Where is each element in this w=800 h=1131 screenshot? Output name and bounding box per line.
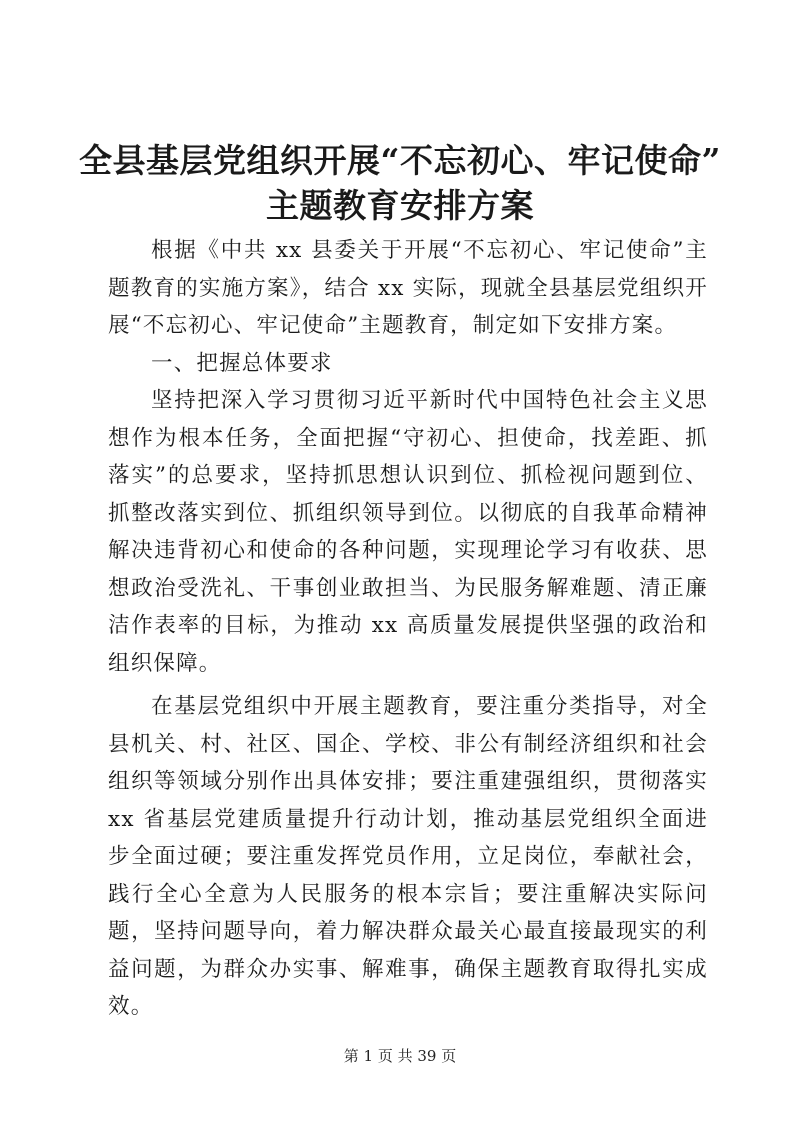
paragraph-intro: 根据《中共 xx 县委关于开展“不忘初心、牢记使命”主题教育的实施方案》，结合 xx 实际，现就全县基层党组织开展“不忘初心、牢记使命”主题教育，制定如下安排方案。 [108, 238, 708, 338]
paragraph-overall-requirements: 坚持把深入学习贯彻习近平新时代中国特色社会主义思想作为根本任务，全面把握“守初心、担使命，找差距、抓落实”的总要求，坚持抓思想认识到位、抓检视问题到位、抓整改落实到位、抓组织领导到位。以彻底的自我革命精神解决违背初心和使命的各种问题，实现理论学习有收获、思想政治受洗礼、干事创业敢担当、为民服务解难题、清正廉洁作表率的目标，为推动 xx 高质量发展提供坚强的政治和组织保障。 [108, 388, 708, 676]
section-heading-overall-requirements: 一、把握总体要求 [151, 350, 333, 376]
document-body [108, 232, 708, 1026]
document-title-line-2: 主题教育安排方案 [266, 186, 534, 225]
page-footer: 第 1 页 共 39 页 [343, 1047, 457, 1065]
document-title-line-1: 全县基层党组织开展“不忘初心、牢记使命” [79, 141, 721, 180]
paragraph-grassroots-organizations: 在基层党组织中开展主题教育，要注重分类指导，对全县机关、村、社区、国企、学校、非公有制经济组织和社会组织等领域分别作出具体安排；要注重建强组织，贯彻落实 xx 省基层党建质量提升行动计划，推动基层党组织全面进步全面过硬；要注重发挥党员作用，立足岗位，奉献社会，践行全心全意为人民服务的根本宗旨；要注重解决实际问题，坚持问题导向，着力解决群众最关心最直接最现实的利益问题，为群众办实事、解难事，确保主题教育取得扎实成效。 [108, 694, 708, 1019]
